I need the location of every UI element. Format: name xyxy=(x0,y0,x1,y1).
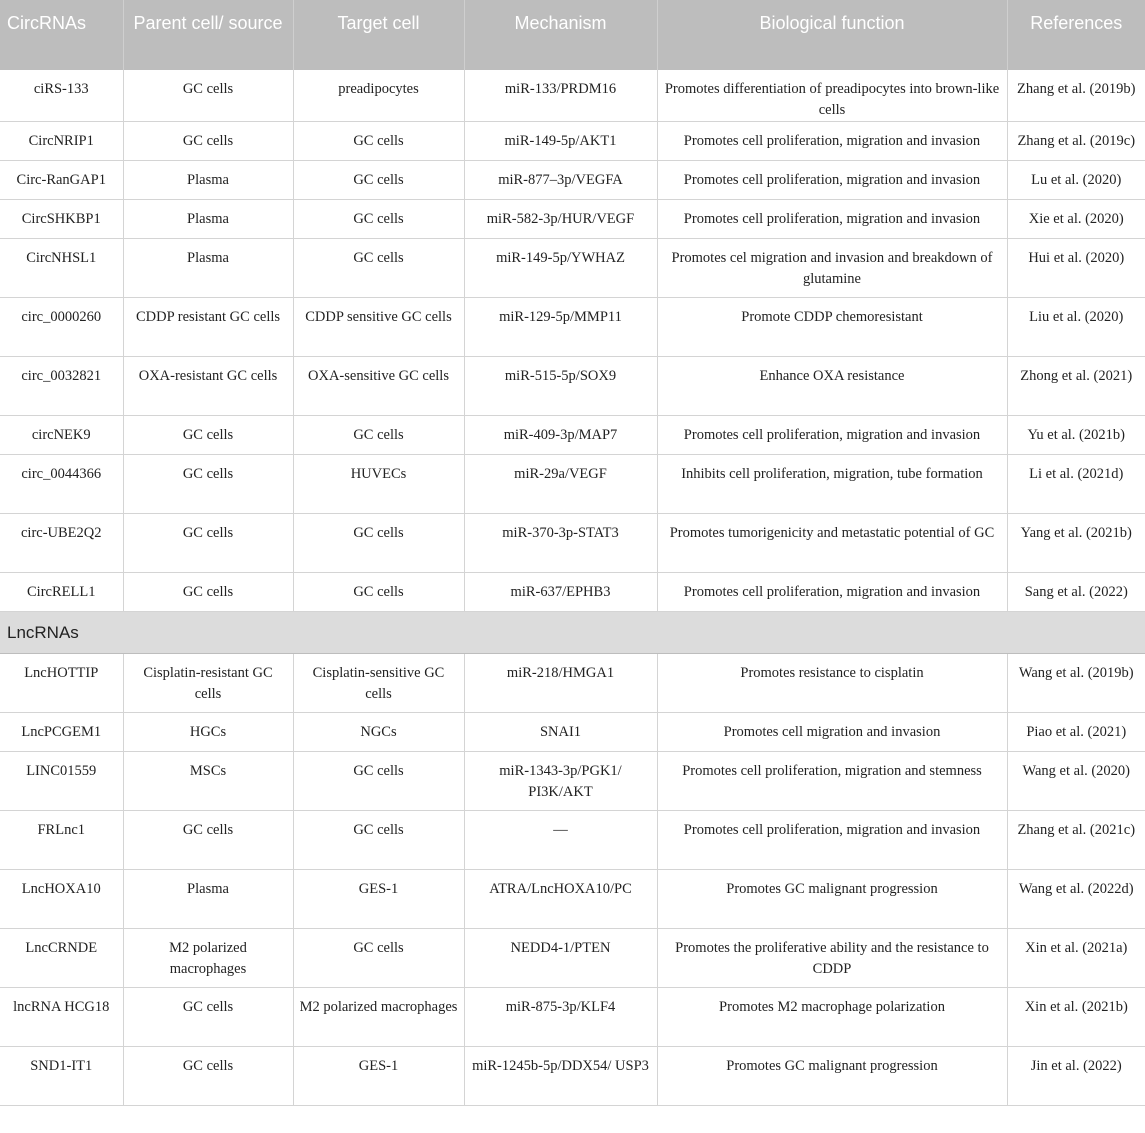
cell-mechanism: miR-1245b-5p/DDX54/ USP3 xyxy=(464,1047,657,1106)
cell-function: Promotes cell proliferation, migration and invasion xyxy=(657,200,1007,239)
cell-target: Cisplatin-sensitive GC cells xyxy=(293,654,464,713)
header-row xyxy=(0,0,1145,70)
cell-name: circ-UBE2Q2 xyxy=(0,514,123,573)
cell-parent: OXA-resistant GC cells xyxy=(123,357,293,416)
table-row xyxy=(0,514,1145,573)
cell-parent: GC cells xyxy=(123,122,293,161)
section-title: LncRNAs xyxy=(0,612,1145,654)
cell-parent: GC cells xyxy=(123,70,293,122)
cell-parent: GC cells xyxy=(123,988,293,1047)
cell-reference: Liu et al. (2020) xyxy=(1007,298,1145,357)
cell-parent: CDDP resistant GC cells xyxy=(123,298,293,357)
cell-mechanism: NEDD4-1/PTEN xyxy=(464,929,657,988)
table-row xyxy=(0,870,1145,929)
cell-reference: Lu et al. (2020) xyxy=(1007,161,1145,200)
cell-mechanism: — xyxy=(464,811,657,870)
cell-name: circ_0044366 xyxy=(0,455,123,514)
cell-target: GC cells xyxy=(293,752,464,811)
cell-name: circ_0032821 xyxy=(0,357,123,416)
cell-parent: GC cells xyxy=(123,811,293,870)
cell-name: circ_0000260 xyxy=(0,298,123,357)
table-row xyxy=(0,455,1145,514)
cell-function: Inhibits cell proliferation, migration, tube formation xyxy=(657,455,1007,514)
cell-reference: Zhang et al. (2019b) xyxy=(1007,70,1145,122)
cell-function: Promotes resistance to cisplatin xyxy=(657,654,1007,713)
table-row xyxy=(0,811,1145,870)
cell-function: Enhance OXA resistance xyxy=(657,357,1007,416)
cell-mechanism: miR-637/EPHB3 xyxy=(464,573,657,612)
cell-mechanism: miR-149-5p/AKT1 xyxy=(464,122,657,161)
cell-name: SND1-IT1 xyxy=(0,1047,123,1106)
cell-reference: Wang et al. (2019b) xyxy=(1007,654,1145,713)
cell-reference: Wang et al. (2020) xyxy=(1007,752,1145,811)
cell-reference: Xie et al. (2020) xyxy=(1007,200,1145,239)
table-row xyxy=(0,161,1145,200)
cell-parent: Cisplatin-resistant GC cells xyxy=(123,654,293,713)
cell-target: M2 polarized macrophages xyxy=(293,988,464,1047)
table-row xyxy=(0,752,1145,811)
header-mechanism: Mechanism xyxy=(464,0,657,70)
cell-reference: Jin et al. (2022) xyxy=(1007,1047,1145,1106)
cell-name: LncCRNDE xyxy=(0,929,123,988)
cell-mechanism: miR-515-5p/SOX9 xyxy=(464,357,657,416)
cell-reference: Zhong et al. (2021) xyxy=(1007,357,1145,416)
cell-name: Circ-RanGAP1 xyxy=(0,161,123,200)
table-header xyxy=(0,0,1145,70)
cell-reference: Wang et al. (2022d) xyxy=(1007,870,1145,929)
table-row xyxy=(0,239,1145,298)
cell-name: CircRELL1 xyxy=(0,573,123,612)
section-header-lncrnas xyxy=(0,612,1145,654)
table-row xyxy=(0,988,1145,1047)
table-row xyxy=(0,357,1145,416)
cell-target: preadipocytes xyxy=(293,70,464,122)
cell-target: GC cells xyxy=(293,514,464,573)
cell-parent: GC cells xyxy=(123,1047,293,1106)
cell-name: ciRS-133 xyxy=(0,70,123,122)
header-parent-cell: Parent cell/ source xyxy=(123,0,293,70)
header-biological-function: Biological function xyxy=(657,0,1007,70)
cell-reference: Hui et al. (2020) xyxy=(1007,239,1145,298)
table-row xyxy=(0,1047,1145,1106)
cell-name: CircNRIP1 xyxy=(0,122,123,161)
table-row xyxy=(0,70,1145,122)
cell-mechanism: miR-129-5p/MMP11 xyxy=(464,298,657,357)
cell-target: OXA-sensitive GC cells xyxy=(293,357,464,416)
cell-mechanism: miR-370-3p-STAT3 xyxy=(464,514,657,573)
cell-function: Promotes cell proliferation, migration and invasion xyxy=(657,416,1007,455)
cell-mechanism: ATRA/LncHOXA10/PC xyxy=(464,870,657,929)
cell-target: GC cells xyxy=(293,416,464,455)
cell-parent: Plasma xyxy=(123,870,293,929)
cell-mechanism: miR-1343-3p/PGK1/ PI3K/AKT xyxy=(464,752,657,811)
cell-target: GC cells xyxy=(293,811,464,870)
cell-function: Promotes cell migration and invasion xyxy=(657,713,1007,752)
cell-reference: Xin et al. (2021b) xyxy=(1007,988,1145,1047)
cell-function: Promotes differentiation of preadipocytes into brown-like cells xyxy=(657,70,1007,122)
cell-target: GES-1 xyxy=(293,870,464,929)
cell-mechanism: miR-218/HMGA1 xyxy=(464,654,657,713)
cell-name: LncPCGEM1 xyxy=(0,713,123,752)
cell-parent: GC cells xyxy=(123,514,293,573)
cell-reference: Sang et al. (2022) xyxy=(1007,573,1145,612)
cell-target: GC cells xyxy=(293,929,464,988)
cell-mechanism: miR-133/PRDM16 xyxy=(464,70,657,122)
cell-parent: HGCs xyxy=(123,713,293,752)
cell-mechanism: miR-877–3p/VEGFA xyxy=(464,161,657,200)
cell-parent: GC cells xyxy=(123,455,293,514)
cell-name: LncHOTTIP xyxy=(0,654,123,713)
cell-name: lncRNA HCG18 xyxy=(0,988,123,1047)
cell-parent: Plasma xyxy=(123,239,293,298)
cell-function: Promote CDDP chemoresistant xyxy=(657,298,1007,357)
table-row xyxy=(0,573,1145,612)
cell-function: Promotes tumorigenicity and metastatic potential of GC xyxy=(657,514,1007,573)
cell-mechanism: miR-582-3p/HUR/VEGF xyxy=(464,200,657,239)
cell-function: Promotes cell proliferation, migration and invasion xyxy=(657,161,1007,200)
cell-function: Promotes cell proliferation, migration and invasion xyxy=(657,573,1007,612)
table-row xyxy=(0,298,1145,357)
cell-reference: Xin et al. (2021a) xyxy=(1007,929,1145,988)
cell-target: CDDP sensitive GC cells xyxy=(293,298,464,357)
cell-target: GES-1 xyxy=(293,1047,464,1106)
cell-reference: Zhang et al. (2019c) xyxy=(1007,122,1145,161)
cell-parent: Plasma xyxy=(123,200,293,239)
cell-mechanism: miR-149-5p/YWHAZ xyxy=(464,239,657,298)
cell-function: Promotes cell proliferation, migration and invasion xyxy=(657,122,1007,161)
cell-function: Promotes the proliferative ability and the resistance to CDDP xyxy=(657,929,1007,988)
cell-function: Promotes cel migration and invasion and breakdown of glutamine xyxy=(657,239,1007,298)
cell-target: GC cells xyxy=(293,239,464,298)
cell-parent: GC cells xyxy=(123,573,293,612)
cell-name: FRLnc1 xyxy=(0,811,123,870)
cell-mechanism: SNAI1 xyxy=(464,713,657,752)
table-body xyxy=(0,70,1145,1106)
cell-name: CircSHKBP1 xyxy=(0,200,123,239)
header-circrnas: CircRNAs xyxy=(0,0,123,70)
header-target-cell: Target cell xyxy=(293,0,464,70)
cell-reference: Li et al. (2021d) xyxy=(1007,455,1145,514)
cell-target: GC cells xyxy=(293,573,464,612)
cell-parent: GC cells xyxy=(123,416,293,455)
cell-function: Promotes GC malignant progression xyxy=(657,870,1007,929)
cell-reference: Piao et al. (2021) xyxy=(1007,713,1145,752)
table-row xyxy=(0,929,1145,988)
cell-name: CircNHSL1 xyxy=(0,239,123,298)
table-row xyxy=(0,200,1145,239)
cell-reference: Yang et al. (2021b) xyxy=(1007,514,1145,573)
cell-parent: MSCs xyxy=(123,752,293,811)
cell-parent: M2 polarized macrophages xyxy=(123,929,293,988)
cell-target: NGCs xyxy=(293,713,464,752)
cell-name: LncHOXA10 xyxy=(0,870,123,929)
cell-function: Promotes GC malignant progression xyxy=(657,1047,1007,1106)
cell-parent: Plasma xyxy=(123,161,293,200)
cell-function: Promotes M2 macrophage polarization xyxy=(657,988,1007,1047)
cell-name: circNEK9 xyxy=(0,416,123,455)
cell-target: GC cells xyxy=(293,161,464,200)
table-row xyxy=(0,416,1145,455)
table-row xyxy=(0,713,1145,752)
cell-target: GC cells xyxy=(293,122,464,161)
header-references: References xyxy=(1007,0,1145,70)
table-row xyxy=(0,122,1145,161)
cell-reference: Yu et al. (2021b) xyxy=(1007,416,1145,455)
cell-target: HUVECs xyxy=(293,455,464,514)
cell-target: GC cells xyxy=(293,200,464,239)
cell-name: LINC01559 xyxy=(0,752,123,811)
cell-reference: Zhang et al. (2021c) xyxy=(1007,811,1145,870)
table-row xyxy=(0,654,1145,713)
cell-mechanism: miR-409-3p/MAP7 xyxy=(464,416,657,455)
cell-function: Promotes cell proliferation, migration and stemness xyxy=(657,752,1007,811)
cell-function: Promotes cell proliferation, migration and invasion xyxy=(657,811,1007,870)
cell-mechanism: miR-29a/VEGF xyxy=(464,455,657,514)
cell-mechanism: miR-875-3p/KLF4 xyxy=(464,988,657,1047)
